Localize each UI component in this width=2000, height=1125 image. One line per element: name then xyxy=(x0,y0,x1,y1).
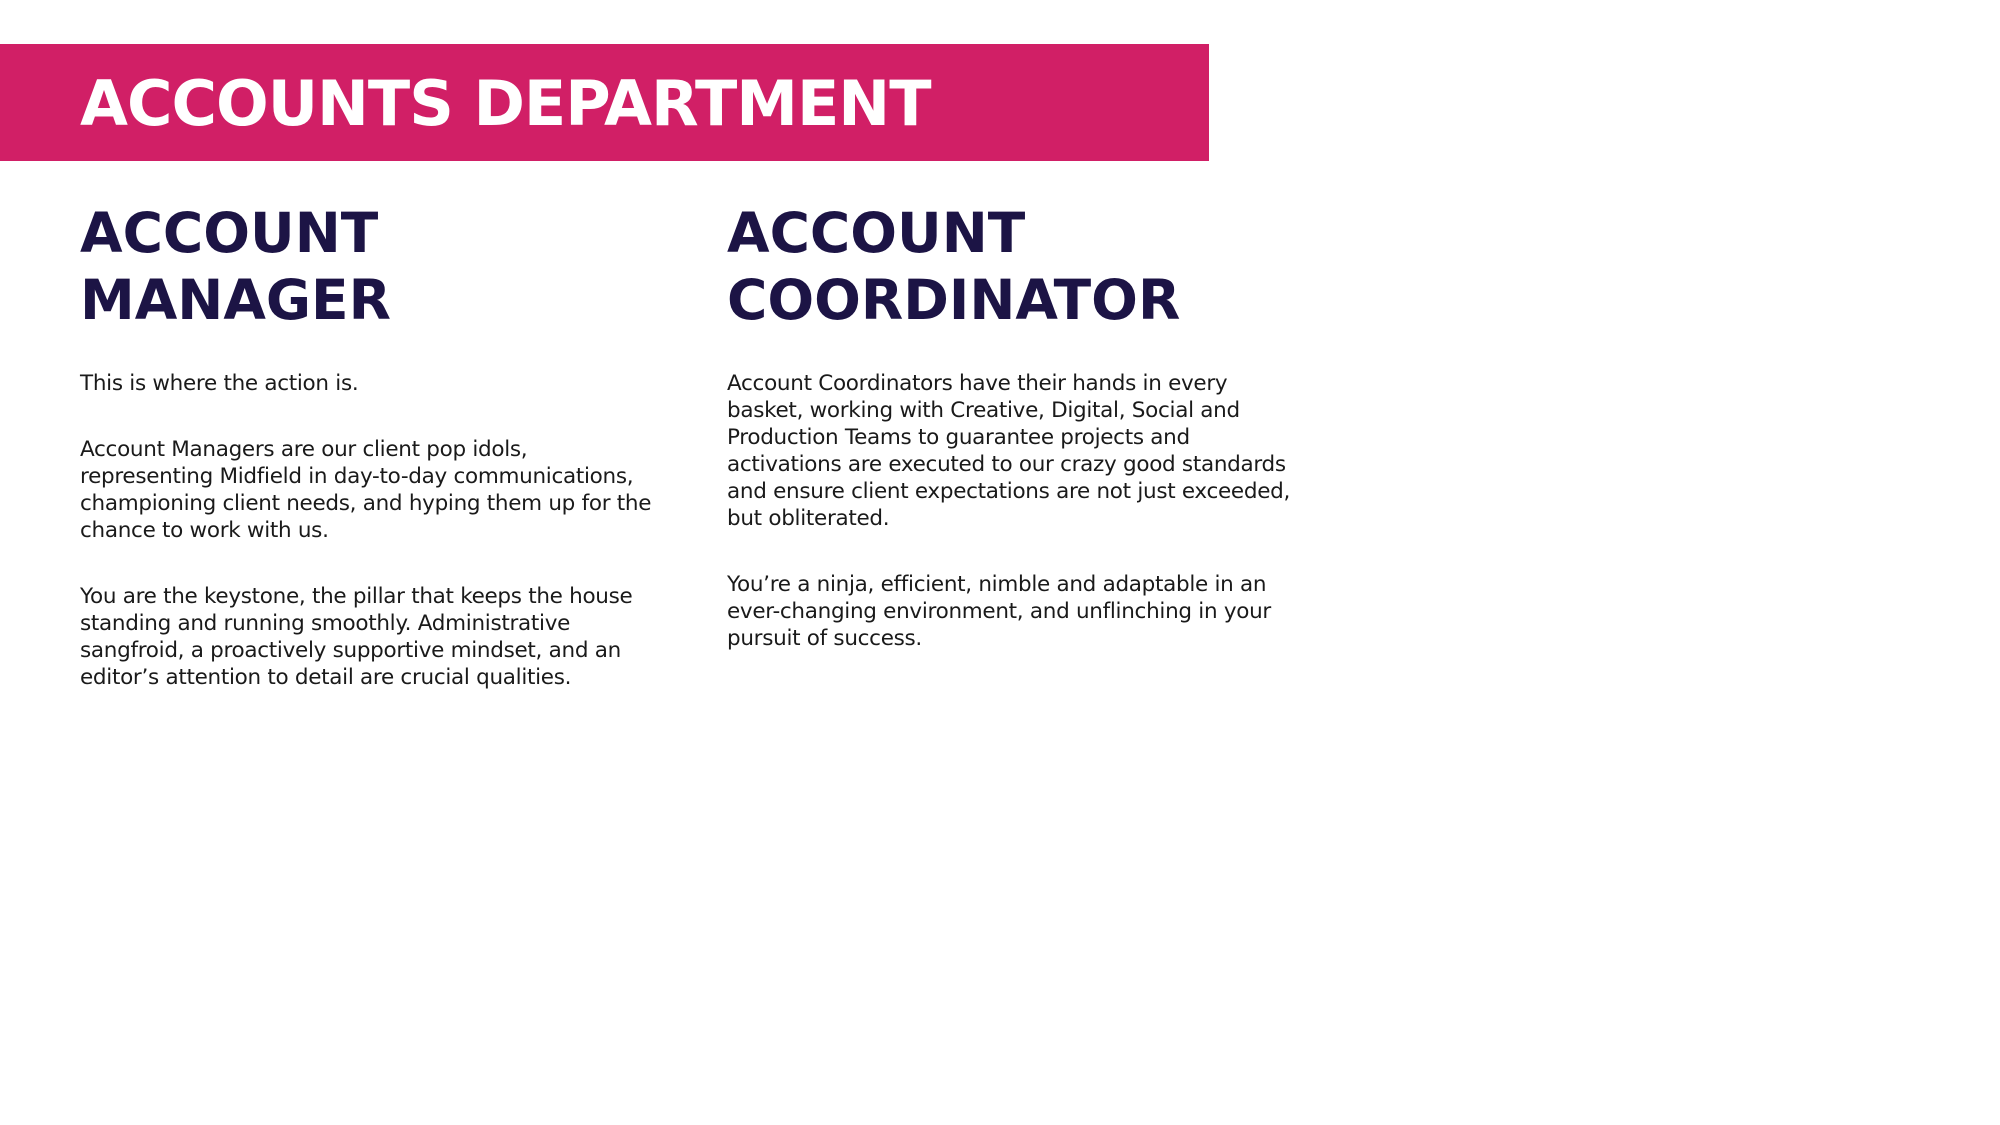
department-banner xyxy=(0,44,1209,161)
role-title-line: MANAGER xyxy=(80,268,391,332)
role-title-line: COORDINATOR xyxy=(727,268,1181,332)
description-paragraph: You’re a ninja, efficient, nimble and adaptable in an ever-changing environment, and unflinching in your pursuit of success. xyxy=(727,572,1271,651)
account-coordinator-description xyxy=(727,370,1307,652)
account-coordinator-title xyxy=(727,200,1307,334)
role-title-line: ACCOUNT xyxy=(727,201,1026,265)
description-paragraph: Account Managers are our client pop idols, representing Midfield in day-to-day communications, championing client needs, and hyping them up for the chance to work with us. xyxy=(80,437,652,543)
account-manager-description xyxy=(80,370,660,691)
description-paragraph: Account Coordinators have their hands in every basket, working with Creative, Digital, Social and Production Teams to guarantee projects and activations are executed to our crazy good standards and ensure client expectations are not just exceeded, but obliterated. xyxy=(727,371,1291,531)
account-manager-section xyxy=(80,200,660,730)
description-paragraph: You are the keystone, the pillar that keeps the house standing and running smoothly. Administrative sangfroid, a proactively supportive mindset, and an editor’s attention to detail are crucial qualities. xyxy=(80,584,633,690)
description-paragraph: This is where the action is. xyxy=(80,371,359,396)
role-title-line: ACCOUNT xyxy=(80,201,379,265)
account-manager-title xyxy=(80,200,660,334)
account-coordinator-section xyxy=(727,200,1307,691)
department-title: ACCOUNTS DEPARTMENT xyxy=(80,67,931,140)
